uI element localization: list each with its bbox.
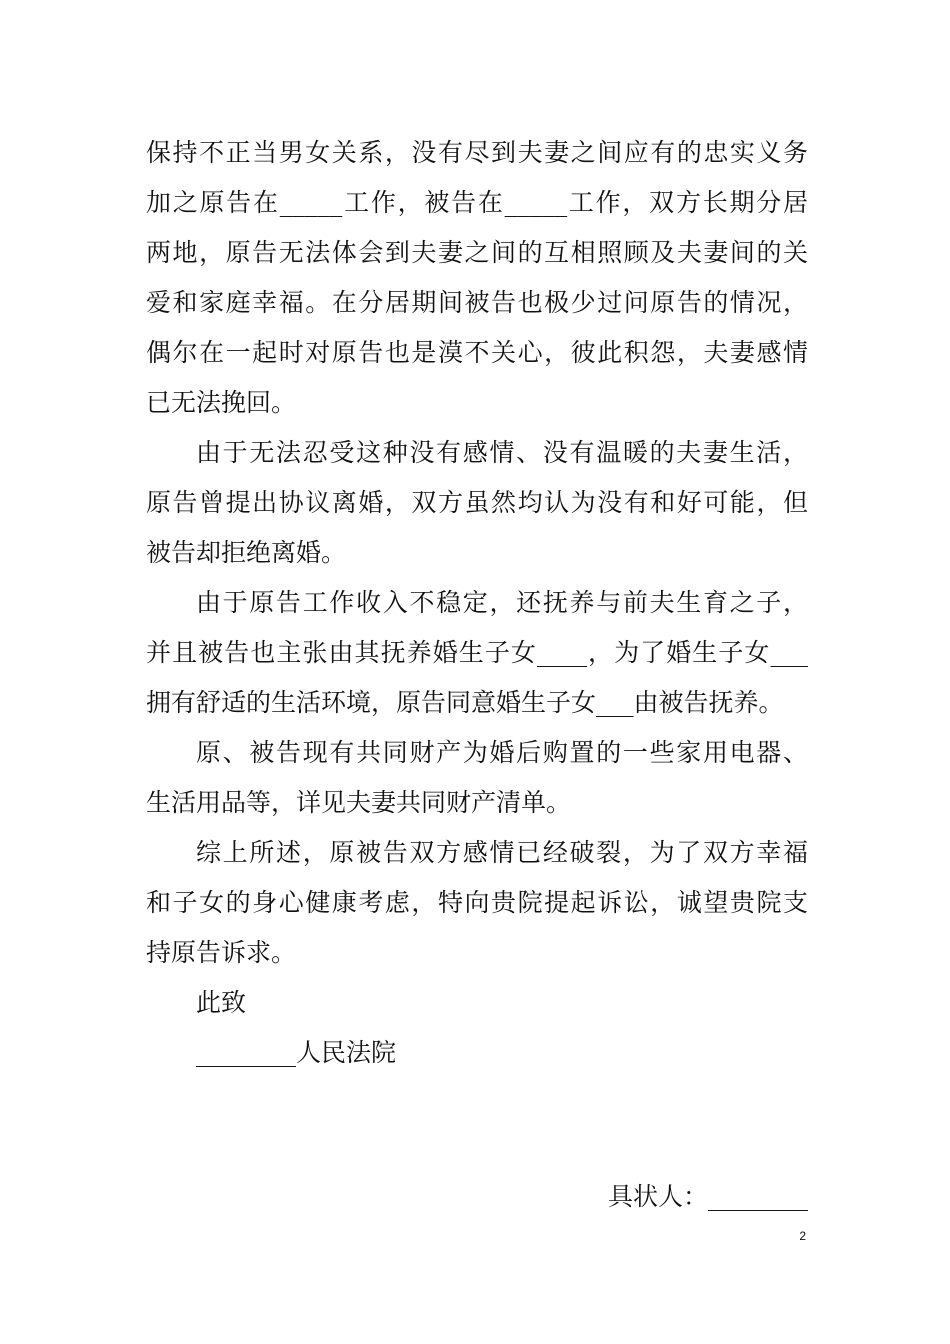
body-line: 拥有舒适的生活环境，原告同意婚生子女___由被告抚养。: [146, 688, 784, 717]
body-line: 综上所述，原被告双方感情已经破裂，为了双方幸福: [196, 838, 808, 867]
body-line: 原告曾提出协议离婚，双方虽然均认为没有和好可能，但: [146, 488, 808, 517]
body-line: 由于原告工作收入不稳定，还抚养与前夫生育之子，: [196, 588, 808, 617]
body-line: 两地，原告无法体会到夫妻之间的互相照顾及夫妻间的关: [146, 238, 808, 267]
body-line: 保持不正当男女关系，没有尽到夫妻之间应有的忠实义务: [146, 138, 808, 167]
body-line: 被告却拒绝离婚。: [146, 538, 347, 567]
salutation: 此致: [196, 988, 247, 1017]
body-line: 生活用品等，详见夫妻共同财产清单。: [146, 788, 572, 817]
body-line: 原、被告现有共同财产为婚后购置的一些家用电器、: [196, 738, 808, 767]
body-line: 和子女的身心健康考虑，特向贵院提起诉讼，诚望贵院支: [146, 888, 808, 917]
body-line: 已无法挽回。: [146, 388, 297, 417]
body-line: 加之原告在_____工作，被告在_____工作，双方长期分居: [146, 188, 808, 217]
signature-line: 具状人：________: [607, 1182, 808, 1211]
page-number: 2: [799, 1229, 806, 1243]
body-line: 爱和家庭幸福。在分居期间被告也极少过问原告的情况，: [146, 288, 808, 317]
court-addressee: ________人民法院: [196, 1038, 397, 1067]
body-line: 偶尔在一起时对原告也是漠不关心，彼此积怨，夫妻感情: [146, 338, 808, 367]
body-line: 持原告诉求。: [146, 938, 297, 967]
body-line: 并且被告也主张由其抚养婚生子女____，为了婚生子女___: [146, 638, 808, 667]
body-line: 由于无法忍受这种没有感情、没有温暖的夫妻生活，: [196, 438, 808, 467]
